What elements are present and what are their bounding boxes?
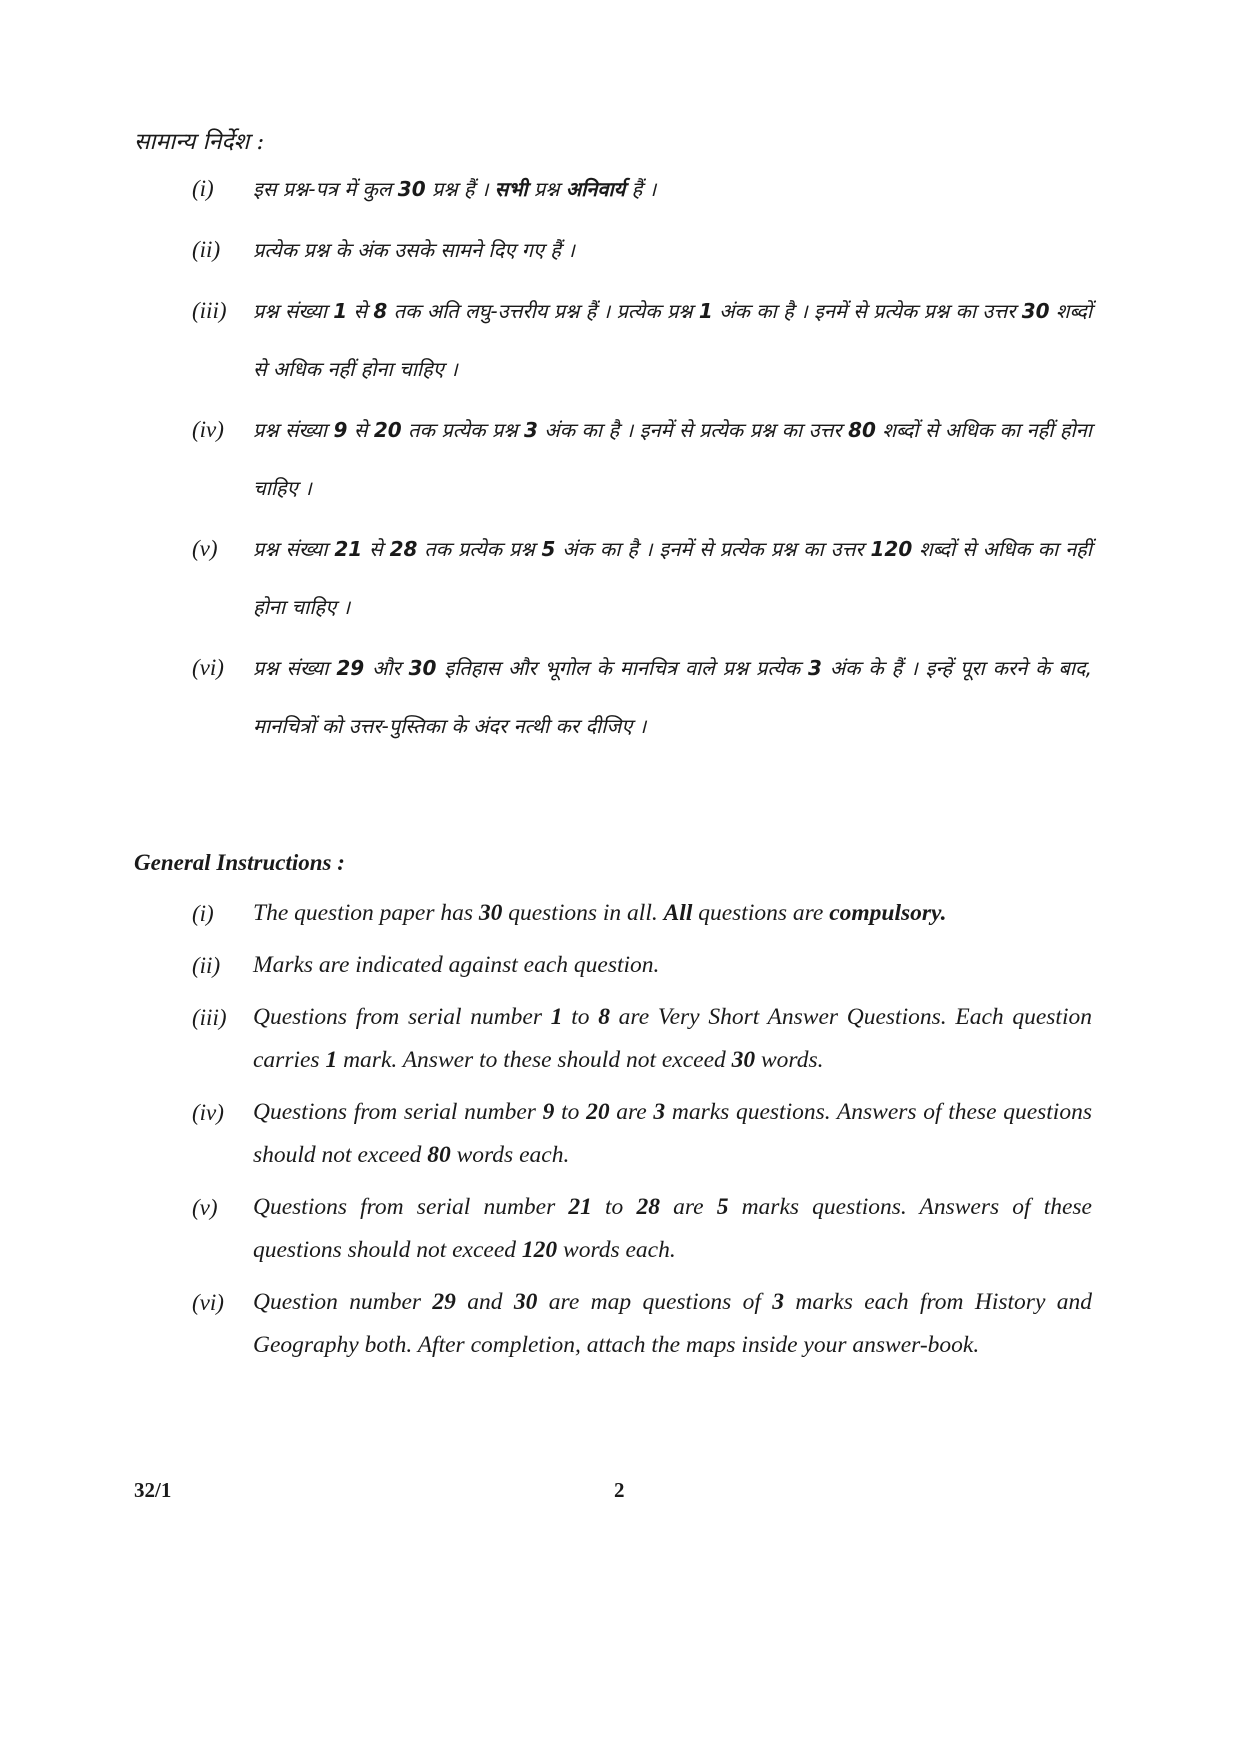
text-run: to <box>562 1004 599 1030</box>
text-run: Marks are indicated against each question. <box>253 952 660 978</box>
text-run: से <box>362 537 390 561</box>
emphasis-text: 21 <box>334 537 363 561</box>
text-run: तक प्रत्येक प्रश्न <box>417 537 542 561</box>
emphasis-text: 8 <box>598 1004 610 1030</box>
instruction-item <box>192 996 1092 1082</box>
text-run: अंक के हैं । इन्हें पूरा करने के बाद, मानचित्रों को उत्तर-पुस्तिका के अंदर नत्थी कर दीजिए । <box>253 656 1092 738</box>
instruction-text <box>253 639 1092 755</box>
emphasis-text: 28 <box>636 1194 660 1220</box>
emphasis-text: 1 <box>333 299 348 323</box>
emphasis-text: 20 <box>373 418 402 442</box>
instruction-number: (v) <box>192 536 218 561</box>
english-instructions-list <box>192 892 1092 1376</box>
text-run: words each. <box>450 1142 570 1168</box>
emphasis-text: 30 <box>731 1047 756 1073</box>
text-run: marks questions. Answers of these questions should not exceed <box>253 1194 1092 1263</box>
text-run: शब्दों से अधिक का नहीं होना चाहिए । <box>253 418 1092 500</box>
text-run: Questions from serial number <box>253 1099 543 1125</box>
emphasis-text: 20 <box>586 1099 610 1125</box>
emphasis-text: 30 <box>478 900 503 926</box>
english-instructions-heading: General Instructions : <box>134 850 345 875</box>
text-run: शब्दों से अधिक का नहीं होना चाहिए । <box>253 537 1092 619</box>
emphasis-text: 5 <box>716 1194 729 1220</box>
emphasis-text: 3 <box>772 1289 785 1315</box>
instruction-number: (iv) <box>192 1100 224 1125</box>
text-run: से <box>347 299 374 323</box>
emphasis-text: 1 <box>550 1004 563 1030</box>
emphasis-text: 9 <box>542 1099 555 1125</box>
emphasis-text: 80 <box>848 418 876 442</box>
page-number: 2 <box>614 1478 625 1502</box>
instruction-number: (ii) <box>192 953 221 978</box>
instruction-item <box>192 282 1092 398</box>
instruction-text <box>253 520 1092 636</box>
text-run: अंक का है । इनमें से प्रत्येक प्रश्न का उत्तर <box>537 418 849 442</box>
instruction-item <box>192 160 1092 218</box>
text-run: Questions from serial number <box>253 1194 569 1220</box>
text-run: Questions from serial number <box>253 1004 551 1030</box>
text-run: are map questions of <box>537 1289 773 1315</box>
instruction-item <box>192 1281 1092 1367</box>
text-run: इस प्रश्न-पत्र में कुल <box>253 177 398 201</box>
instruction-text <box>253 892 1092 935</box>
text-run: to <box>554 1099 587 1125</box>
text-run: प्रत्येक प्रश्न के अंक उसके सामने दिए गए हैं । <box>253 238 575 262</box>
emphasis-text: 1 <box>325 1047 338 1073</box>
emphasis-text: 1 <box>698 299 713 323</box>
emphasis-text: 5 <box>541 537 556 561</box>
instruction-text <box>253 401 1092 517</box>
emphasis-text: 30 <box>513 1289 538 1315</box>
instruction-item <box>192 221 1092 279</box>
text-run: are <box>609 1099 654 1125</box>
instruction-number: (ii) <box>192 237 221 262</box>
text-run: प्रश्न हैं । <box>425 177 495 201</box>
emphasis-text: 3 <box>524 418 538 442</box>
instruction-number: (vi) <box>192 655 224 680</box>
text-run: mark. Answer to these should not exceed <box>337 1047 732 1073</box>
emphasis-text: 29 <box>336 656 365 680</box>
text-run: अंक का है । इनमें से प्रत्येक प्रश्न का उत्तर <box>712 299 1022 323</box>
emphasis-text: 28 <box>389 537 418 561</box>
text-run: are <box>659 1194 717 1220</box>
text-run: प्रश्न संख्या <box>253 656 337 680</box>
text-run: The question paper has <box>253 900 479 926</box>
text-run: Question number <box>253 1289 433 1315</box>
paper-code: 32/1 <box>134 1478 172 1502</box>
instruction-number: (i) <box>192 901 214 926</box>
emphasis-text: 9 <box>333 418 348 442</box>
emphasis-text: 30 <box>397 177 426 201</box>
text-run: and <box>455 1289 514 1315</box>
text-run: to <box>591 1194 637 1220</box>
text-run: तक प्रत्येक प्रश्न <box>401 418 525 442</box>
hindi-instructions-heading: सामान्य निर्देश : <box>134 129 265 155</box>
text-run: marks questions. Answers of these questions should not exceed <box>253 1099 1092 1168</box>
text-run: marks each from History and Geography both. After completion, attach the maps inside your answer-book. <box>253 1289 1093 1358</box>
instruction-item <box>192 892 1092 935</box>
text-run: प्रश्न संख्या <box>253 537 335 561</box>
emphasis-text: 29 <box>432 1289 456 1315</box>
instruction-item <box>192 1091 1092 1177</box>
emphasis-text: 21 <box>568 1194 592 1220</box>
emphasis-text: compulsory. <box>829 900 947 926</box>
emphasis-text: 80 <box>427 1142 451 1168</box>
emphasis-text: 30 <box>1021 299 1050 323</box>
instruction-item <box>192 639 1092 755</box>
emphasis-text: 3 <box>653 1099 666 1125</box>
emphasis-text: अनिवार्य <box>565 177 626 201</box>
emphasis-text: 120 <box>521 1237 558 1263</box>
instruction-number: (iii) <box>192 298 227 323</box>
emphasis-text: All <box>663 900 693 926</box>
instruction-number: (v) <box>192 1195 218 1220</box>
text-run: questions in all. <box>502 900 664 926</box>
text-run: प्रश्न संख्या <box>253 418 334 442</box>
text-run: हैं । <box>625 177 657 201</box>
instruction-item <box>192 944 1092 987</box>
text-run: are Very Short Answer Questions. Each question carries <box>253 1004 1092 1073</box>
instruction-text <box>253 1186 1092 1272</box>
instruction-text <box>253 221 1092 279</box>
instruction-number: (i) <box>192 176 214 201</box>
instruction-text <box>253 1281 1092 1367</box>
instruction-item <box>192 520 1092 636</box>
emphasis-text: 120 <box>870 537 913 561</box>
text-run: तक अति लघु-उत्तरीय प्रश्न हैं । प्रत्येक प्रश्न <box>387 299 699 323</box>
text-run: questions are <box>692 900 830 926</box>
hindi-instructions-list <box>192 160 1092 758</box>
text-run: words each. <box>557 1237 676 1263</box>
instruction-item <box>192 1186 1092 1272</box>
instruction-number: (iii) <box>192 1005 227 1030</box>
instruction-item <box>192 401 1092 517</box>
instruction-text <box>253 282 1092 398</box>
instruction-number: (vi) <box>192 1290 224 1315</box>
emphasis-text: 3 <box>808 656 822 680</box>
text-run: और <box>364 656 409 680</box>
instruction-text <box>253 1091 1092 1177</box>
text-run: अंक का है । इनमें से प्रत्येक प्रश्न का उत्तर <box>555 537 871 561</box>
text-run: इतिहास और भूगोल के मानचित्र वाले प्रश्न प्रत्येक <box>436 656 809 680</box>
text-run: शब्दों से अधिक नहीं होना चाहिए । <box>253 299 1092 381</box>
text-run: words. <box>755 1047 824 1073</box>
instruction-number: (iv) <box>192 417 224 442</box>
text-run: प्रश्न <box>527 177 566 201</box>
instruction-text <box>253 944 1092 987</box>
instruction-text <box>253 996 1092 1082</box>
emphasis-text: सभी <box>494 177 528 201</box>
emphasis-text: 8 <box>373 299 388 323</box>
instruction-text <box>253 160 1092 218</box>
emphasis-text: 30 <box>408 656 437 680</box>
text-run: से <box>347 418 374 442</box>
text-run: प्रश्न संख्या <box>253 299 334 323</box>
